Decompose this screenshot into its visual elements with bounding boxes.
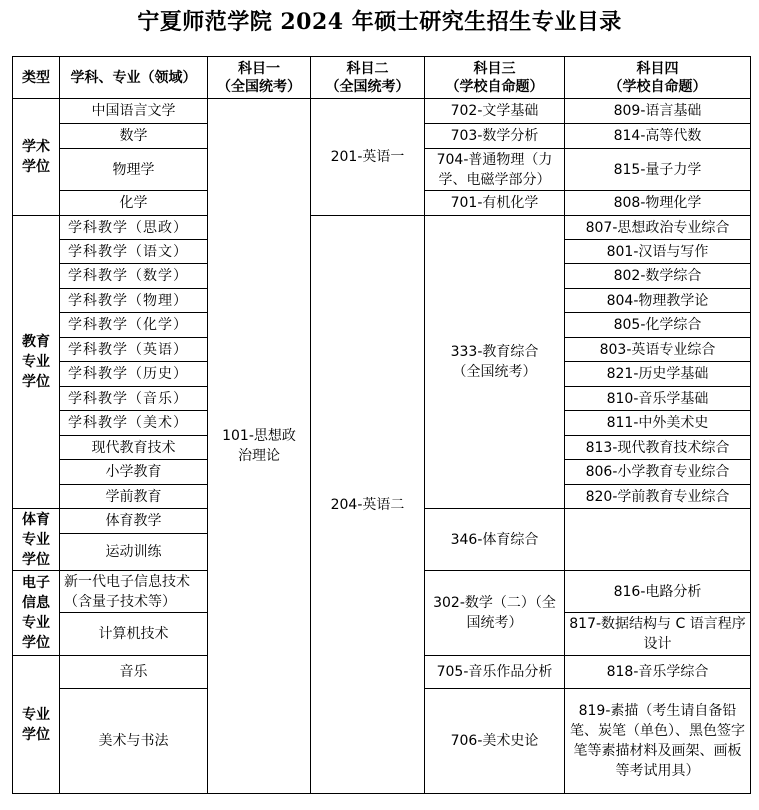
subject4-cell: 803-英语专业综合 xyxy=(565,338,751,362)
subject3-edu-comprehensive: 333-教育综合 （全国统考） xyxy=(425,216,565,509)
major-cell: 物理学 xyxy=(60,149,208,191)
subject3-math2: 302-数学（二）（全 国统考） xyxy=(425,571,565,656)
major-cell: 小学教育 xyxy=(60,460,208,485)
major-cell: 学科教学（历史） xyxy=(60,362,208,387)
header-subject1: 科目一 （全国统考） xyxy=(208,57,311,99)
subject3-cell: 705-音乐作品分析 xyxy=(425,656,565,689)
category-sports: 体育 专业 学位 xyxy=(13,509,60,571)
subject4-cell: 801-汉语与写作 xyxy=(565,240,751,264)
admissions-table xyxy=(12,56,751,794)
major-cell: 新一代电子信息技术（含量子技术等） xyxy=(60,571,208,613)
major-cell: 学科教学（美术） xyxy=(60,411,208,436)
subject3-cell: 704-普通物理（力学、电磁学部分） xyxy=(425,149,565,191)
subject3-cell: 706-美术史论 xyxy=(425,689,565,794)
subject4-cell: 815-量子力学 xyxy=(565,149,751,191)
subject1-politics: 101-思想政 治理论 xyxy=(208,99,311,794)
subject2-english1: 201-英语一 xyxy=(311,99,425,216)
major-cell: 学前教育 xyxy=(60,485,208,509)
header-subject4: 科目四 （学校自命题） xyxy=(565,57,751,99)
subject3-cell: 701-有机化学 xyxy=(425,191,565,216)
subject4-empty xyxy=(565,509,751,571)
major-cell: 学科教学（音乐） xyxy=(60,387,208,411)
header-row xyxy=(13,57,751,99)
major-cell: 学科教学（物理） xyxy=(60,289,208,313)
major-cell: 现代教育技术 xyxy=(60,436,208,460)
major-cell: 数学 xyxy=(60,124,208,149)
table-row xyxy=(13,216,751,240)
subject4-cell: 820-学前教育专业综合 xyxy=(565,485,751,509)
subject4-cell: 807-思想政治专业综合 xyxy=(565,216,751,240)
subject4-cell: 818-音乐学综合 xyxy=(565,656,751,689)
major-cell: 中国语言文学 xyxy=(60,99,208,124)
category-education: 教育 专业 学位 xyxy=(13,216,60,509)
major-cell: 学科教学（语文） xyxy=(60,240,208,264)
page-title: 宁夏师范学院 2024 年硕士研究生招生专业目录 xyxy=(137,9,622,35)
category-academic: 学术 学位 xyxy=(13,99,60,216)
header-subject3: 科目三 （学校自命题） xyxy=(425,57,565,99)
major-cell: 音乐 xyxy=(60,656,208,689)
subject4-cell: 808-物理化学 xyxy=(565,191,751,216)
subject4-cell: 809-语言基础 xyxy=(565,99,751,124)
subject4-cell: 819-素描（考生请自备铅笔、炭笔（单色）、黑色签字笔等素描材料及画架、画板等考试用具） xyxy=(565,689,751,794)
major-cell: 学科教学（数学） xyxy=(60,264,208,289)
table-row xyxy=(13,99,751,124)
major-cell: 美术与书法 xyxy=(60,689,208,794)
major-cell: 化学 xyxy=(60,191,208,216)
major-cell: 运动训练 xyxy=(60,534,208,571)
subject4-cell: 810-音乐学基础 xyxy=(565,387,751,411)
major-cell: 学科教学（英语） xyxy=(60,338,208,362)
subject4-cell: 805-化学综合 xyxy=(565,313,751,338)
subject4-cell: 817-数据结构与 C 语言程序设计 xyxy=(565,613,751,656)
subject4-cell: 816-电路分析 xyxy=(565,571,751,613)
subject3-sports-comprehensive: 346-体育综合 xyxy=(425,509,565,571)
subject4-cell: 806-小学教育专业综合 xyxy=(565,460,751,485)
subject3-cell: 703-数学分析 xyxy=(425,124,565,149)
subject3-cell: 702-文学基础 xyxy=(425,99,565,124)
major-cell: 学科教学（化学） xyxy=(60,313,208,338)
subject4-cell: 814-高等代数 xyxy=(565,124,751,149)
major-cell: 计算机技术 xyxy=(60,613,208,656)
subject4-cell: 813-现代教育技术综合 xyxy=(565,436,751,460)
major-cell: 学科教学（思政） xyxy=(60,216,208,240)
subject4-cell: 811-中外美术史 xyxy=(565,411,751,436)
header-subject2: 科目二 （全国统考） xyxy=(311,57,425,99)
major-cell: 体育教学 xyxy=(60,509,208,534)
subject2-english2: 204-英语二 xyxy=(311,216,425,794)
subject4-cell: 802-数学综合 xyxy=(565,264,751,289)
header-major: 学科、专业（领域） xyxy=(60,57,208,99)
header-type: 类型 xyxy=(13,57,60,99)
subject4-cell: 804-物理教学论 xyxy=(565,289,751,313)
category-electronic: 电子 信息 专业 学位 xyxy=(13,571,60,656)
subject4-cell: 821-历史学基础 xyxy=(565,362,751,387)
category-arts: 专业 学位 xyxy=(13,656,60,794)
